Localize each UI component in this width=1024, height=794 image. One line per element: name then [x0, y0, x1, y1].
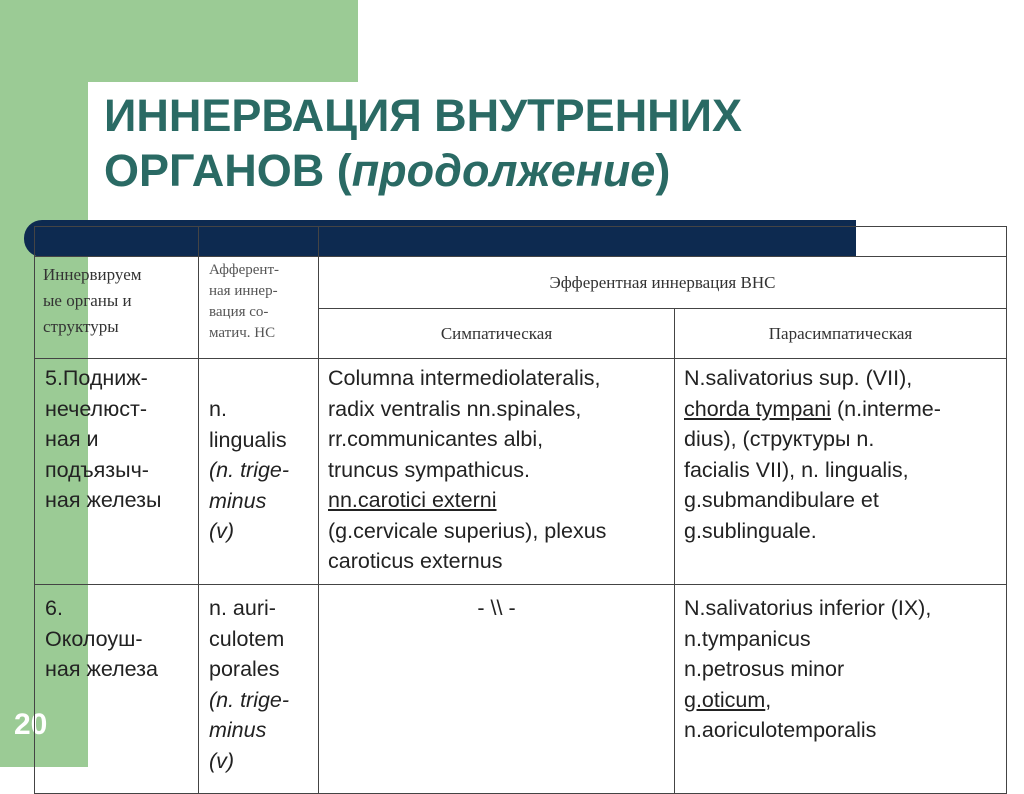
slide-number: 20	[14, 708, 48, 741]
organ-line: ная и	[45, 427, 99, 451]
table-row	[35, 585, 1007, 794]
afferent-cell	[199, 359, 319, 585]
parasympathetic-line: n.aoriculotemporalis	[684, 718, 877, 742]
header-row-top	[35, 257, 1007, 309]
afferent-cell	[199, 585, 319, 794]
title-line-2	[104, 143, 984, 198]
parasympathetic-line: N.salivatorius sup. (VII),	[684, 366, 913, 390]
parasympathetic-line: n.petrosus minor	[684, 657, 845, 681]
parasympathetic-line	[684, 685, 1006, 716]
sympathetic-line: - \\ -	[477, 596, 516, 620]
afferent-line: culotem	[209, 626, 285, 651]
afferent-line: (n. trige-	[209, 687, 290, 712]
sympathetic-cell	[319, 585, 675, 794]
header-organs	[35, 257, 199, 359]
organ-line: подъязыч-	[45, 457, 149, 482]
parasympathetic-line: n.tympanicus	[684, 626, 811, 651]
afferent-line: (v)	[209, 519, 235, 543]
parasympathetic-line: g.sublinguale.	[684, 518, 817, 543]
header-bar-row	[35, 227, 1007, 257]
sympathetic-line: (g.cervicale superius), plexus	[328, 518, 607, 543]
afferent-line: n.	[209, 397, 227, 421]
afferent-line: porales	[209, 657, 280, 681]
organ-line: Околоуш-	[45, 626, 143, 651]
sympathetic-line: radix ventralis nn.spinales,	[328, 396, 582, 421]
afferent-line: lingualis	[209, 427, 287, 452]
header-afferent-line: ная иннер-	[209, 283, 278, 299]
parasympathetic-line: facialis VII), n. lingualis,	[684, 457, 909, 482]
innervation-table	[34, 226, 1007, 794]
organ-cell	[35, 359, 199, 585]
organ-line: 5.Подниж-	[45, 366, 148, 390]
bar-cell	[199, 227, 319, 257]
sympathetic-line: rr.communicantes albi,	[328, 427, 544, 451]
header-parasympathetic: Парасимпатическая	[675, 309, 1007, 359]
header-organs-line: структуры	[43, 317, 119, 336]
sympathetic-line: Columna intermediolateralis,	[328, 366, 601, 390]
parasympathetic-line	[684, 394, 1006, 425]
sympathetic-line: caroticus externus	[328, 549, 503, 573]
afferent-line: minus	[209, 718, 267, 742]
underlined-term: chorda tympani	[684, 396, 831, 421]
afferent-line: (v)	[209, 748, 235, 773]
header-afferent-line: матич. НС	[209, 325, 276, 341]
underlined-term: g.oticum	[684, 687, 766, 712]
afferent-line: (n. trige-	[209, 458, 290, 482]
header-afferent-line: Афферент-	[209, 262, 280, 278]
header-afferent-line: вация со-	[209, 304, 269, 320]
title-prefix: ОРГАНОВ (	[104, 145, 352, 196]
line-rest: (n.interme-	[831, 396, 941, 421]
table-row	[35, 359, 1007, 585]
bar-cell	[319, 227, 1007, 257]
header-organs-line: ые органы и	[43, 291, 132, 310]
header-efferent: Эфферентная иннервация ВНС	[319, 257, 1007, 309]
title-line-1: ИННЕРВАЦИЯ ВНУТРЕННИХ	[104, 90, 743, 141]
organ-cell	[35, 585, 199, 794]
sympathetic-cell	[319, 359, 675, 585]
sympathetic-line: nn.carotici externi	[328, 488, 497, 512]
accent-top-bar	[0, 0, 358, 82]
line-rest: ,	[765, 687, 772, 712]
header-sympathetic: Симпатическая	[319, 309, 675, 359]
header-afferent	[199, 257, 319, 359]
parasympathetic-cell	[675, 585, 1007, 794]
parasympathetic-line: dius), (структуры n.	[684, 427, 875, 451]
afferent-line: n. auri-	[209, 596, 276, 620]
parasympathetic-line: N.salivatorius inferior (IX),	[684, 596, 932, 620]
organ-line: 6.	[45, 596, 63, 620]
organ-line: ная железы	[45, 488, 162, 512]
header-organs-line: Иннервируем	[43, 265, 142, 284]
sympathetic-line: truncus sympathicus.	[328, 457, 530, 482]
organ-line: нечелюст-	[45, 396, 147, 421]
slide-title	[104, 88, 984, 198]
bar-cell	[35, 227, 199, 257]
parasympathetic-cell	[675, 359, 1007, 585]
parasympathetic-line: g.submandibulare et	[684, 488, 879, 512]
organ-line: ная железа	[45, 657, 158, 681]
title-italic: продолжение	[351, 145, 656, 196]
afferent-line: minus	[209, 488, 267, 513]
title-suffix: )	[655, 145, 671, 196]
